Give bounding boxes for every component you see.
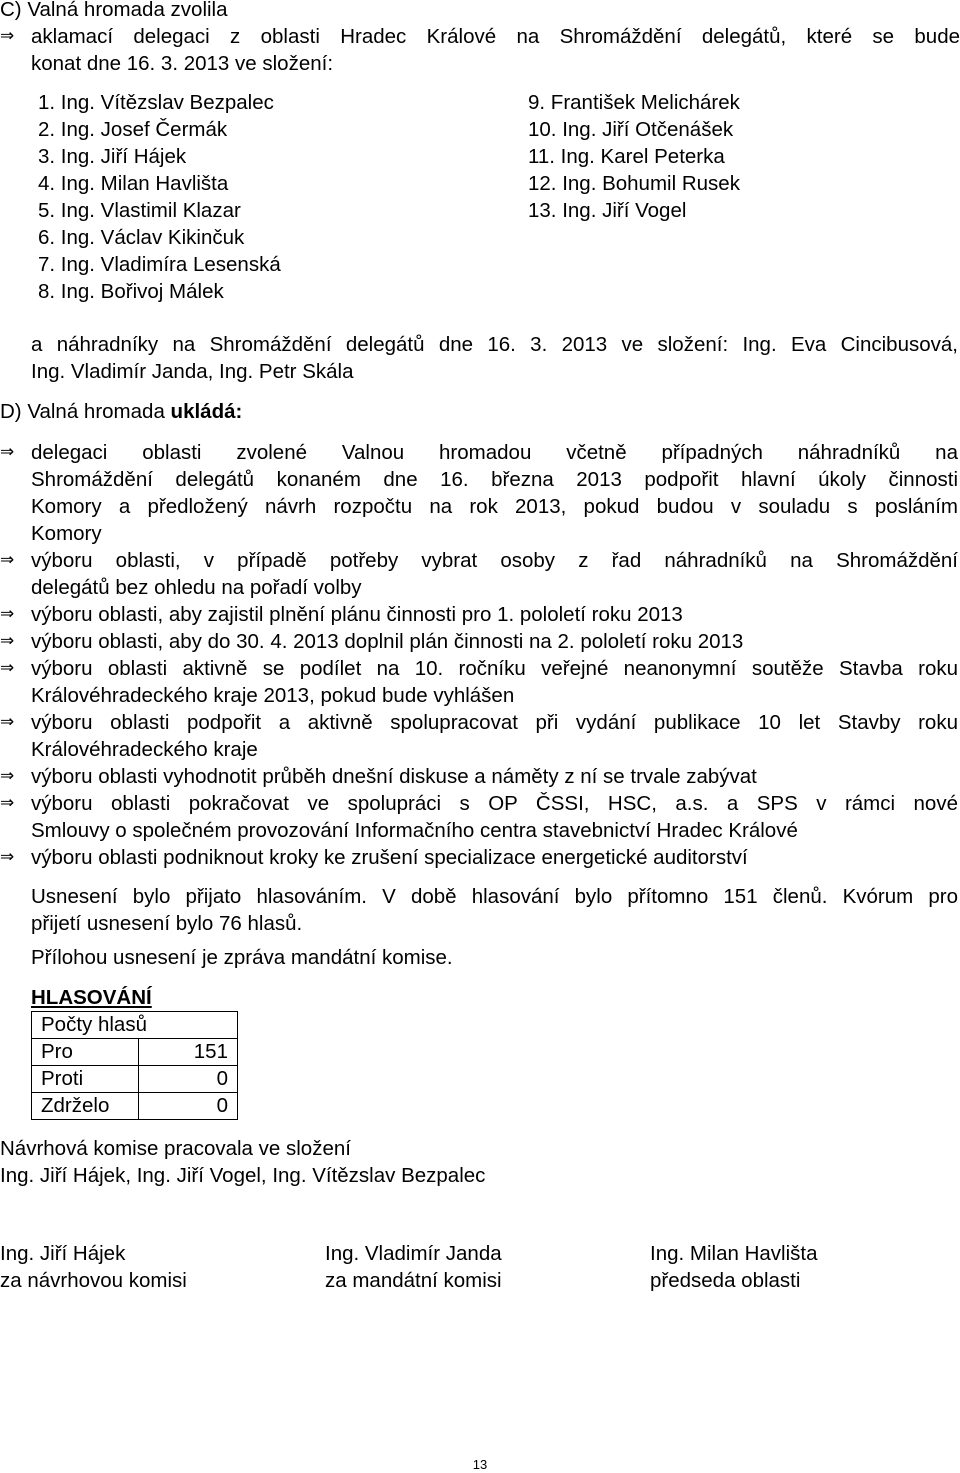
list-item: 1. Ing. Vítězslav Bezpalec <box>38 91 274 114</box>
list-item <box>31 709 958 763</box>
voting-title: HLASOVÁNÍ <box>31 986 152 1009</box>
committee-line: Návrhová komise pracovala ve složení <box>0 1137 351 1160</box>
resolution-paragraph <box>31 883 958 937</box>
vote-label: Pro <box>32 1039 139 1066</box>
item-line: Shromáždění delegátů konaném dne 16. března 2013 podpořit hlavní úkoly činnosti <box>31 468 958 491</box>
table-row <box>32 1093 238 1120</box>
vote-label: Zdrželo <box>32 1093 139 1120</box>
table-row <box>32 1039 238 1066</box>
double-arrow-icon: ⇒ <box>0 631 15 651</box>
page-number: 13 <box>472 1457 488 1472</box>
list-item: 11. Ing. Karel Peterka <box>528 145 725 168</box>
section-c-heading: C) Valná hromada zvolila <box>0 0 228 21</box>
voting-header: Počty hlasů <box>32 1012 238 1039</box>
resolution-line: Usnesení bylo přijato hlasováním. V době hlasování bylo přítomno 151 členů. Kvórum pro <box>31 885 958 908</box>
list-item: 5. Ing. Vlastimil Klazar <box>38 199 241 222</box>
item-line: Komory a předložený návrh rozpočtu na rok 2013, pokud budou v souladu s posláním <box>31 495 958 518</box>
resolution-line: přijetí usnesení bylo 76 hlasů. <box>31 912 303 935</box>
item-line: výboru oblasti podpořit a aktivně spolupracovat při vydání publikace 10 let Stavby roku <box>31 711 958 734</box>
double-arrow-icon: ⇒ <box>0 604 15 624</box>
item-line: Komory <box>31 522 102 545</box>
vote-value: 0 <box>139 1093 238 1120</box>
voting-table <box>31 1011 238 1120</box>
list-item: 7. Ing. Vladimíra Lesenská <box>38 253 281 276</box>
item-line: výboru oblasti aktivně se podílet na 10. ročníku veřejné neanonymní soutěže Stavba roku <box>31 657 958 680</box>
signature-role: za návrhovou komisi <box>0 1269 187 1292</box>
list-item: 3. Ing. Jiří Hájek <box>38 145 187 168</box>
list-item <box>31 790 958 844</box>
vote-value: 151 <box>139 1039 238 1066</box>
list-item: 13. Ing. Jiří Vogel <box>528 199 687 222</box>
list-item: výboru oblasti vyhodnotit průběh dnešní diskuse a náměty z ní se trvale zabývat <box>31 765 757 788</box>
delegates-left-list <box>38 89 281 305</box>
section-c-intro <box>31 23 960 77</box>
item-line: delegaci oblasti zvolené Valnou hromadou včetně případných náhradníků na <box>31 441 958 464</box>
list-item: výboru oblasti, aby do 30. 4. 2013 doplnil plán činnosti na 2. pololetí roku 2013 <box>31 630 744 653</box>
signature-block <box>650 1240 817 1294</box>
item-line: výboru oblasti pokračovat ve spolupráci s OP ČSSI, HSC, a.s. a SPS v rámci nové <box>31 792 958 815</box>
intro-line: konat dne 16. 3. 2013 ve složení: <box>31 52 334 75</box>
double-arrow-icon: ⇒ <box>0 26 15 46</box>
signature-name: Ing. Jiří Hájek <box>0 1242 126 1265</box>
list-item <box>31 439 958 547</box>
double-arrow-icon: ⇒ <box>0 712 15 732</box>
vote-value: 0 <box>139 1066 238 1093</box>
list-item <box>31 547 958 601</box>
signature-block <box>325 1240 502 1294</box>
section-d-heading-prefix: D) Valná hromada <box>0 400 171 423</box>
double-arrow-icon: ⇒ <box>0 550 15 570</box>
list-item: 2. Ing. Josef Čermák <box>38 118 228 141</box>
item-line: Královéhradeckého kraje 2013, pokud bude vyhlášen <box>31 684 515 707</box>
section-d-heading <box>0 398 242 425</box>
double-arrow-icon: ⇒ <box>0 793 15 813</box>
item-line: Královéhradeckého kraje <box>31 738 258 761</box>
list-item: výboru oblasti, aby zajistil plnění plánu činnosti pro 1. pololetí roku 2013 <box>31 603 683 626</box>
intro-line: aklamací delegaci z oblasti Hradec Králové na Shromáždění delegátů, které se bude <box>31 25 960 48</box>
list-item: 12. Ing. Bohumil Rusek <box>528 172 740 195</box>
signature-role: předseda oblasti <box>650 1269 801 1292</box>
list-item <box>31 655 958 709</box>
double-arrow-icon: ⇒ <box>0 766 15 786</box>
signature-block <box>0 1240 187 1294</box>
item-line: Smlouvy o společném provozování Informačního centra stavebnictví Hradec Králové <box>31 819 798 842</box>
signature-name: Ing. Milan Havlišta <box>650 1242 818 1265</box>
list-item: 4. Ing. Milan Havlišta <box>38 172 229 195</box>
delegates-right-list <box>528 89 740 224</box>
attachment-note: Přílohou usnesení je zpráva mandátní komise. <box>31 946 453 969</box>
signature-name: Ing. Vladimír Janda <box>325 1242 502 1265</box>
committee-members: Ing. Jiří Hájek, Ing. Jiří Vogel, Ing. Vítězslav Bezpalec <box>0 1164 486 1187</box>
item-line: výboru oblasti, v případě potřeby vybrat osoby z řad náhradníků na Shromáždění <box>31 549 958 572</box>
list-item: 6. Ing. Václav Kikinčuk <box>38 226 245 249</box>
table-row <box>32 1012 238 1039</box>
list-item: 8. Ing. Bořivoj Málek <box>38 280 224 303</box>
section-d-heading-bold: ukládá: <box>170 400 243 423</box>
signature-role: za mandátní komisi <box>325 1269 502 1292</box>
list-item: 9. František Melichárek <box>528 91 740 114</box>
substitutes-line: a náhradníky na Shromáždění delegátů dne 16. 3. 2013 ve složení: Ing. Eva Cincibusová, <box>31 333 958 356</box>
double-arrow-icon: ⇒ <box>0 442 15 462</box>
vote-label: Proti <box>32 1066 139 1093</box>
item-line: delegátů bez ohledu na pořadí volby <box>31 576 362 599</box>
substitutes-line: Ing. Vladimír Janda, Ing. Petr Skála <box>31 360 354 383</box>
list-item: výboru oblasti podniknout kroky ke zrušení specializace energetické auditorství <box>31 846 748 869</box>
substitutes-paragraph <box>31 331 958 385</box>
table-row <box>32 1066 238 1093</box>
list-item: 10. Ing. Jiří Otčenášek <box>528 118 734 141</box>
double-arrow-icon: ⇒ <box>0 658 15 678</box>
double-arrow-icon: ⇒ <box>0 847 15 867</box>
